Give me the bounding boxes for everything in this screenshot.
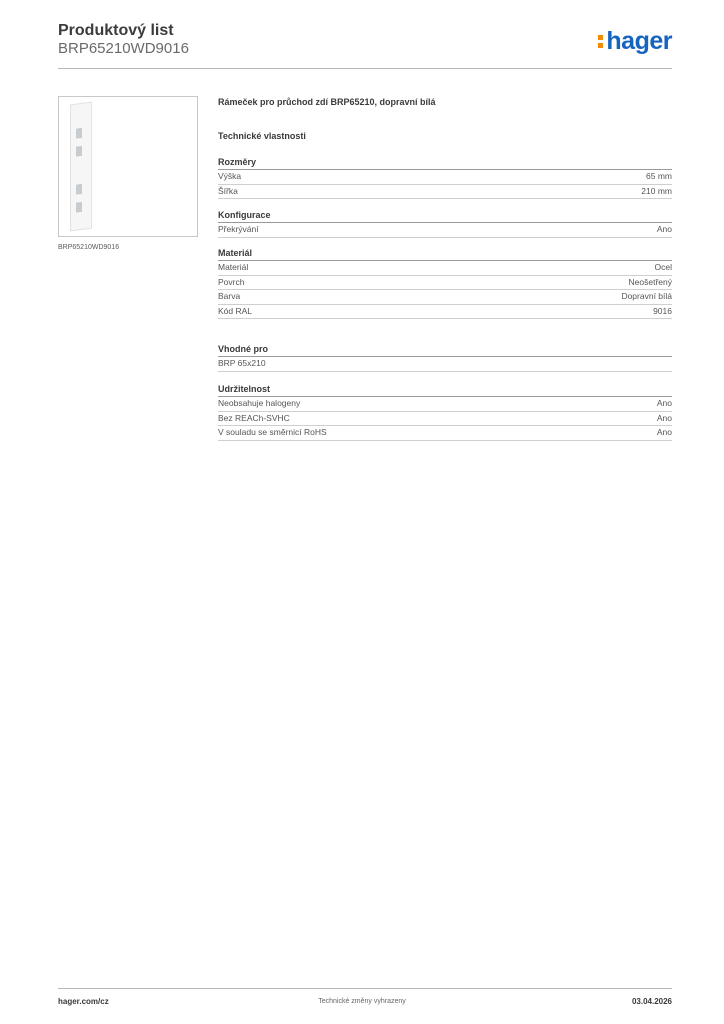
frame-panel-illustration xyxy=(70,102,92,232)
spec-value: Ano xyxy=(656,412,672,423)
spec-row xyxy=(218,223,672,238)
technical-heading: Technické vlastnosti xyxy=(218,131,306,141)
spec-row xyxy=(218,412,672,427)
spec-label: Překrývání xyxy=(218,224,259,234)
spec-label: Šířka xyxy=(218,185,238,196)
spec-label: Barva xyxy=(218,291,241,301)
spec-row xyxy=(218,290,672,305)
frame-slot xyxy=(76,202,82,213)
spec-row xyxy=(218,357,672,372)
section-material xyxy=(218,247,672,319)
header-divider xyxy=(58,68,672,69)
spec-value: Ano xyxy=(656,427,672,437)
footer-website: hager.com/cz xyxy=(58,997,109,1006)
spec-label: Povrch xyxy=(218,276,245,287)
image-caption: BRP65210WD9016 xyxy=(58,244,120,251)
spec-label: Materiál xyxy=(218,262,249,272)
footer-divider xyxy=(58,988,672,989)
section-title: Rozměry xyxy=(218,156,672,170)
spec-value: 210 mm xyxy=(641,185,672,196)
section-title: Konfigurace xyxy=(218,209,672,223)
spec-label: Bez REACh-SVHC xyxy=(218,412,290,423)
spec-value: Ocel xyxy=(654,262,672,272)
spec-value: Neošetřený xyxy=(628,276,672,287)
section-vhodne-pro xyxy=(218,343,672,372)
spec-label: BRP 65x210 xyxy=(218,358,266,368)
page-title: Produktový list xyxy=(58,22,174,39)
frame-slot xyxy=(76,146,82,157)
hager-logo xyxy=(598,27,672,55)
product-name: Rámeček pro průchod zdí BRP65210, dopravní bílá xyxy=(218,97,436,107)
logo-text: hager xyxy=(606,27,672,55)
frame-slot xyxy=(76,184,82,195)
spec-value: Dopravní bílá xyxy=(621,291,672,301)
spec-row xyxy=(218,305,672,320)
section-title: Materiál xyxy=(218,247,672,261)
section-rozmery xyxy=(218,156,672,199)
spec-value: 65 mm xyxy=(646,171,672,181)
spec-row xyxy=(218,426,672,441)
logo-colon-icon xyxy=(598,33,604,50)
footer-notice: Technické změny vyhrazeny xyxy=(318,998,406,1005)
section-udrzitelnost xyxy=(218,383,672,441)
spec-row xyxy=(218,276,672,291)
section-title: Vhodné pro xyxy=(218,343,672,357)
spec-label: Kód RAL xyxy=(218,305,253,316)
footer-date: 03.04.2026 xyxy=(631,997,672,1006)
product-code: BRP65210WD9016 xyxy=(58,40,189,57)
spec-row xyxy=(218,261,672,276)
spec-label: Výška xyxy=(218,171,242,181)
spec-row xyxy=(218,185,672,200)
product-image xyxy=(58,96,198,237)
frame-slot xyxy=(76,128,82,139)
section-konfigurace xyxy=(218,209,672,238)
spec-value: Ano xyxy=(656,224,672,234)
spec-label: V souladu se směrnicí RoHS xyxy=(218,427,327,437)
spec-value: 9016 xyxy=(653,305,672,316)
spec-row xyxy=(218,170,672,185)
spec-label: Neobsahuje halogeny xyxy=(218,398,301,408)
spec-row xyxy=(218,397,672,412)
section-title: Udržitelnost xyxy=(218,383,672,397)
spec-value: Ano xyxy=(656,398,672,408)
